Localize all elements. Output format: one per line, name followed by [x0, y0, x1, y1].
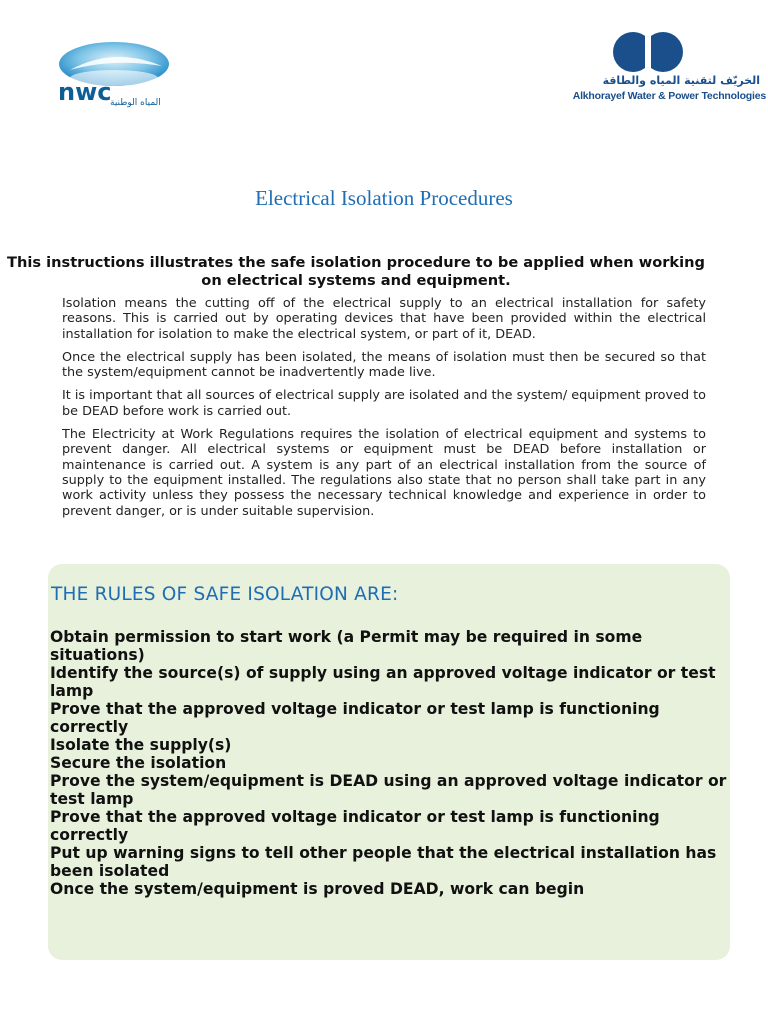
alkhorayef-english-name: Alkhorayef Water & Power Technologies	[572, 90, 766, 102]
rules-panel	[48, 564, 730, 960]
rule-item: Identify the source(s) of supply using an approved voltage indicator or test lamp	[50, 664, 716, 700]
alkhorayef-logo	[524, 30, 768, 106]
rule-item: Prove that the approved voltage indicator or test lamp is functioning correctly	[50, 808, 660, 844]
rule-item: Isolate the supply(s)	[50, 736, 232, 754]
rule-item: Secure the isolation	[50, 754, 227, 772]
rule-item: Prove that the approved voltage indicator or test lamp is functioning correctly	[50, 700, 660, 736]
paragraph-proving-dead: It is important that all sources of electrical supply are isolated and the system/ equipment proved to be DEAD before work is carried out.	[62, 388, 706, 419]
rule-item: Put up warning signs to tell other people that the electrical installation has been isolated	[50, 844, 717, 880]
rule-item: Once the system/equipment is proved DEAD, work can begin	[50, 880, 585, 898]
paragraph-securing-isolation: Once the electrical supply has been isolated, the means of isolation must then be secured so that the system/equipment cannot be inadvertently made live.	[62, 349, 706, 381]
rule-item: Obtain permission to start work (a Permit may be required in some situations)	[50, 628, 643, 664]
alkhorayef-arabic-name: الخريّف لتقنية المياه والطاقة	[602, 74, 760, 87]
body-text	[62, 296, 706, 527]
svg-text:nwc: nwc	[58, 78, 112, 106]
paragraph-isolation-definition: Isolation means the cutting off of the electrical supply to an electrical installation for safety reasons. This is carried out by operating devices that have been provided within the electrical installation for isolation to make the electrical system, or part of it, DEAD.	[62, 296, 706, 342]
intro-statement: This instructions illustrates the safe isolation procedure to be applied when working on electrical systems and equipment.	[7, 254, 705, 289]
alkhorayef-emblem-icon	[524, 30, 768, 74]
rules-list	[50, 628, 730, 898]
rule-item: Prove the system/equipment is DEAD using an approved voltage indicator or test lamp	[50, 772, 727, 808]
paragraph-regulations: The Electricity at Work Regulations requires the isolation of electrical equipment and systems to prevent danger. All electrical systems or equipment must be DEAD before installation or maintenance is carried out. A system is any part of an electrical installation from the source of supply to the equipment installed. The regulations also state that no person shall take part in any work activity unless they possess the necessary technical knowledge and experience in order to prevent danger, or is under suitable supervision.	[62, 427, 706, 519]
document-title: Electrical Isolation Procedures	[255, 186, 513, 210]
nwc-logo	[52, 36, 178, 116]
nwc-arabic-name: المياه الوطنية	[110, 98, 161, 108]
rules-heading: THE RULES OF SAFE ISOLATION ARE:	[51, 584, 399, 605]
